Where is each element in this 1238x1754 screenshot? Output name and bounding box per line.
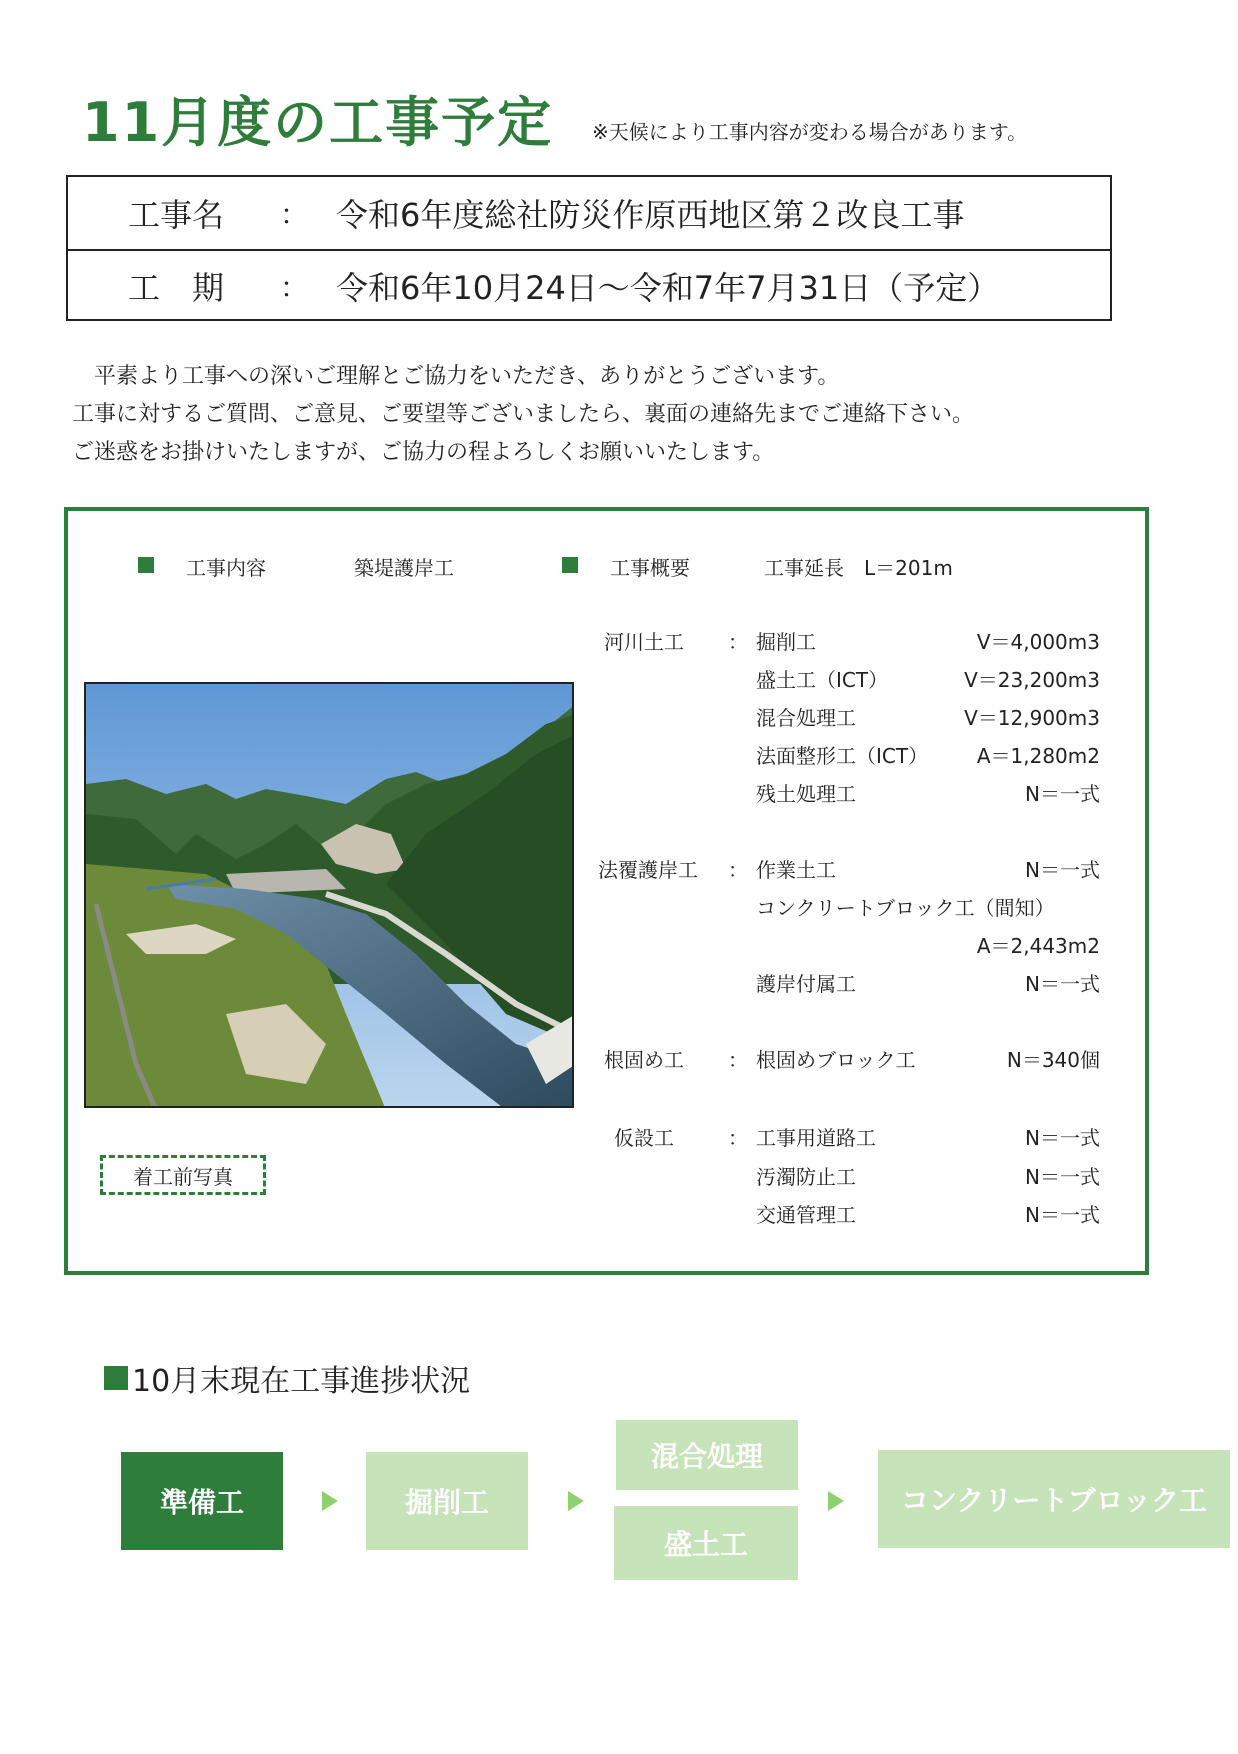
item-qty: N＝一式 <box>1025 972 1100 996</box>
group-colon: ： <box>728 1126 748 1150</box>
item-qty: N＝一式 <box>1025 858 1100 882</box>
item-name: 残土処理工 <box>756 782 856 806</box>
item-name: 汚濁防止工 <box>756 1165 856 1189</box>
page-title: 11月度の工事予定 <box>82 91 554 154</box>
project-period-value: 令和6年10月24日～令和7年7月31日（予定） <box>336 269 1000 307</box>
greeting-text <box>72 358 974 472</box>
item-qty: A＝1,280m2 <box>976 744 1100 768</box>
group-name: 河川土工 <box>604 630 684 654</box>
item-qty: N＝一式 <box>1025 782 1100 806</box>
group-name: 根固め工 <box>604 1048 684 1072</box>
bullet-square-icon <box>562 557 578 573</box>
project-name-value: 令和6年度総社防災作原西地区第２改良工事 <box>336 196 965 234</box>
item-name: 掘削工 <box>756 630 816 654</box>
project-name-label: 工事名 <box>128 196 225 234</box>
content-label: 工事内容 <box>186 556 266 580</box>
summary-label: 工事概要 <box>610 556 690 580</box>
group-colon: ： <box>728 1048 748 1072</box>
item-name: 盛土工（ICT） <box>756 668 889 692</box>
photo-caption: 着工前写真 <box>100 1155 266 1195</box>
item-qty: V＝12,900m3 <box>964 706 1100 730</box>
arrow-right-icon <box>828 1491 844 1511</box>
project-period-row <box>68 249 1110 321</box>
project-name-colon: ： <box>280 198 309 231</box>
content-value: 築堤護岸工 <box>354 556 454 580</box>
bullet-square-icon <box>104 1366 128 1390</box>
group-colon: ： <box>728 630 748 654</box>
item-qty: N＝一式 <box>1025 1126 1100 1150</box>
project-info-box <box>66 175 1112 321</box>
greeting-line: 工事に対するご質問、ご意見、ご要望等ございましたら、裏面の連絡先までご連絡下さい。 <box>72 402 975 427</box>
greeting-line: 平素より工事への深いご理解とご協力をいただき、ありがとうございます。 <box>72 364 840 389</box>
weather-note: ※天候により工事内容が変わる場合があります。 <box>592 120 1028 144</box>
step-preparation: 準備工 <box>121 1452 283 1550</box>
summary-value: 工事延長 L＝201m <box>764 556 953 580</box>
item-name: コンクリートブロック工（間知） <box>756 896 1055 920</box>
item-qty: N＝一式 <box>1025 1165 1100 1189</box>
arrow-right-icon <box>322 1491 338 1511</box>
greeting-line: ご迷惑をお掛けいたしますが、ご協力の程よろしくお願いいたします。 <box>72 440 775 465</box>
step-mixing: 混合処理 <box>616 1420 798 1490</box>
step-excavation: 掘削工 <box>366 1452 528 1550</box>
bullet-square-icon <box>138 557 154 573</box>
item-qty: N＝一式 <box>1025 1203 1100 1227</box>
step-embankment: 盛土工 <box>614 1506 798 1580</box>
progress-title-text: 10月末現在工事進捗状況 <box>132 1364 471 1399</box>
item-name: 根固めブロック工 <box>756 1048 916 1072</box>
group-name: 法覆護岸工 <box>598 858 698 882</box>
project-period-label: 工 期 <box>128 269 225 307</box>
group-colon: ： <box>728 858 748 882</box>
item-qty: N＝340個 <box>1006 1048 1100 1072</box>
project-name-row <box>68 177 1110 249</box>
pre-construction-photo <box>84 682 574 1108</box>
project-period-colon: ： <box>280 271 309 304</box>
item-qty: V＝23,200m3 <box>964 668 1100 692</box>
progress-title <box>104 1356 470 1400</box>
item-name: 作業土工 <box>756 858 836 882</box>
item-name: 交通管理工 <box>756 1203 856 1227</box>
item-name: 法面整形工（ICT） <box>756 744 929 768</box>
item-name: 混合処理工 <box>756 706 856 730</box>
item-name: 工事用道路工 <box>756 1126 876 1150</box>
arrow-right-icon <box>568 1491 584 1511</box>
item-qty: V＝4,000m3 <box>976 630 1100 654</box>
item-name: 護岸付属工 <box>756 972 856 996</box>
item-qty: A＝2,443m2 <box>976 934 1100 958</box>
group-name: 仮設工 <box>614 1126 674 1150</box>
step-concrete-block: コンクリートブロック工 <box>878 1450 1230 1548</box>
